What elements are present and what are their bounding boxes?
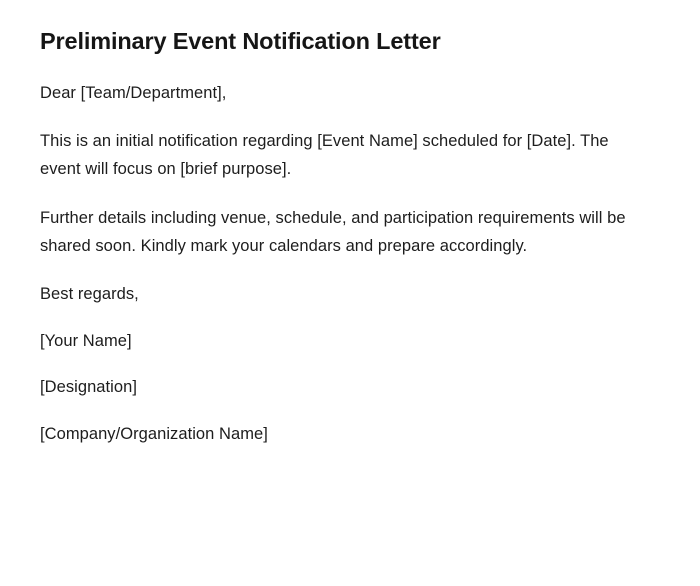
closing-paragraph: Best regards, <box>40 285 139 304</box>
signature-name: [Your Name] <box>40 331 132 350</box>
details-paragraph: Further details including venue, schedule, and participation requirements will be shared soon. Kindly mark your calendars and prepare accordingly. <box>40 208 626 256</box>
signature-designation: [Designation] <box>40 378 137 397</box>
page-title: Preliminary Event Notification Letter <box>40 28 441 54</box>
signature-organization: [Company/Organization Name] <box>40 424 268 443</box>
notification-body-paragraph: This is an initial notification regarding [Event Name] scheduled for [Date]. The event will focus on [brief purpose]. <box>40 131 609 179</box>
salutation-paragraph: Dear [Team/Department], <box>40 83 227 102</box>
